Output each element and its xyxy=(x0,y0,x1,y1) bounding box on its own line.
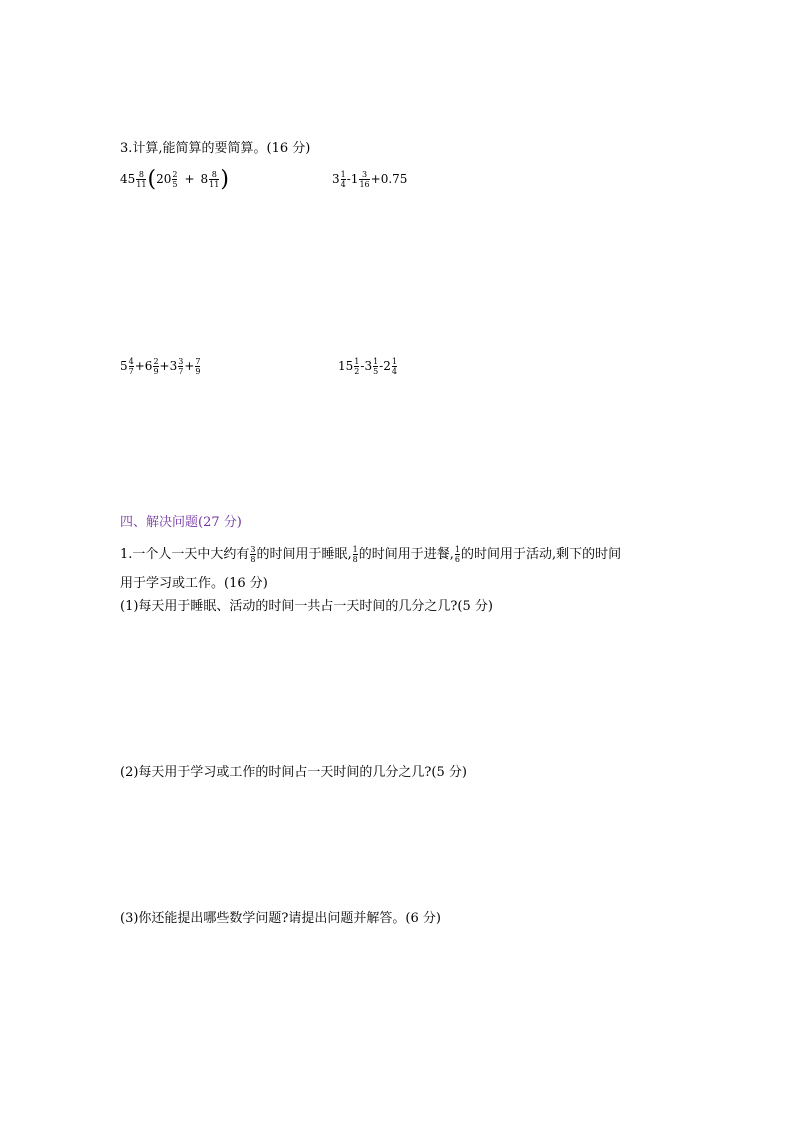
fraction: $\frac{1}{4}$ xyxy=(391,357,397,376)
whole-number: 8 xyxy=(200,172,209,186)
fraction: $\frac{4}{7}$ xyxy=(128,357,134,376)
problem-text: 的时间用于进餐, xyxy=(358,547,454,562)
fraction: $\frac{3}{7}$ xyxy=(178,357,184,376)
whole-number: 15 xyxy=(338,359,354,373)
expression-2 xyxy=(332,170,407,189)
operator: + xyxy=(159,359,170,373)
whole-number: 1 xyxy=(350,172,359,186)
whole-number: 20 xyxy=(156,172,172,186)
whole-number: 45 xyxy=(120,172,136,186)
fraction: $\frac{2}{5}$ xyxy=(172,170,178,189)
operator: + xyxy=(184,172,195,186)
sub-question-3: (3)你还能提出哪些数学问题?请提出问题并解答。(6 分) xyxy=(120,911,441,926)
fraction: $\frac{8}{11}$ xyxy=(136,170,147,189)
q3-title: 3.计算,能简算的要简算。(16 分) xyxy=(120,141,311,156)
fraction: $\frac{3}{16}$ xyxy=(359,170,370,189)
whole-number: 3 xyxy=(169,359,178,373)
sub-question-1: (1)每天用于睡眠、活动的时间一共占一天时间的几分之几?(5 分) xyxy=(120,599,493,614)
fraction: $\frac{1}{6}$ xyxy=(454,545,460,564)
whole-number: 6 xyxy=(144,359,153,373)
operator: + xyxy=(184,359,195,373)
problem-text: 的时间用于活动,剩下的时间 xyxy=(460,547,622,562)
expression-4 xyxy=(338,357,398,376)
section-heading: 四、解决问题(27 分) xyxy=(120,515,242,530)
problem-1-line-2: 用于学习或工作。(16 分) xyxy=(120,576,268,591)
problem-1-line-1 xyxy=(120,545,621,564)
decimal-number: 0.75 xyxy=(380,172,408,186)
operator: + xyxy=(134,359,145,373)
operator: - xyxy=(346,172,351,186)
problem-text: 的时间用于睡眠, xyxy=(256,547,352,562)
fraction: $\frac{1}{4}$ xyxy=(340,170,346,189)
fraction: $\frac{1}{8}$ xyxy=(352,545,358,564)
operator: - xyxy=(360,359,365,373)
fraction: $\frac{8}{11}$ xyxy=(209,170,220,189)
expression-3 xyxy=(120,357,201,376)
right-paren: ) xyxy=(220,167,229,192)
whole-number: 2 xyxy=(383,359,391,373)
fraction: $\frac{7}{9}$ xyxy=(195,357,201,376)
sub-question-2: (2)每天用于学习或工作的时间占一天时间的几分之几?(5 分) xyxy=(120,765,467,780)
fraction: $\frac{3}{8}$ xyxy=(250,545,256,564)
fraction: $\frac{2}{9}$ xyxy=(153,357,159,376)
whole-number: 3 xyxy=(332,172,340,186)
problem-text: 1.一个人一天中大约有 xyxy=(120,547,250,562)
left-paren: ( xyxy=(147,167,157,192)
operator: - xyxy=(379,359,384,373)
fraction: $\frac{1}{5}$ xyxy=(373,357,379,376)
operator: + xyxy=(370,172,381,186)
expression-1 xyxy=(120,167,229,192)
whole-number: 3 xyxy=(364,359,373,373)
whole-number: 5 xyxy=(120,359,128,373)
fraction: $\frac{1}{2}$ xyxy=(354,357,360,376)
